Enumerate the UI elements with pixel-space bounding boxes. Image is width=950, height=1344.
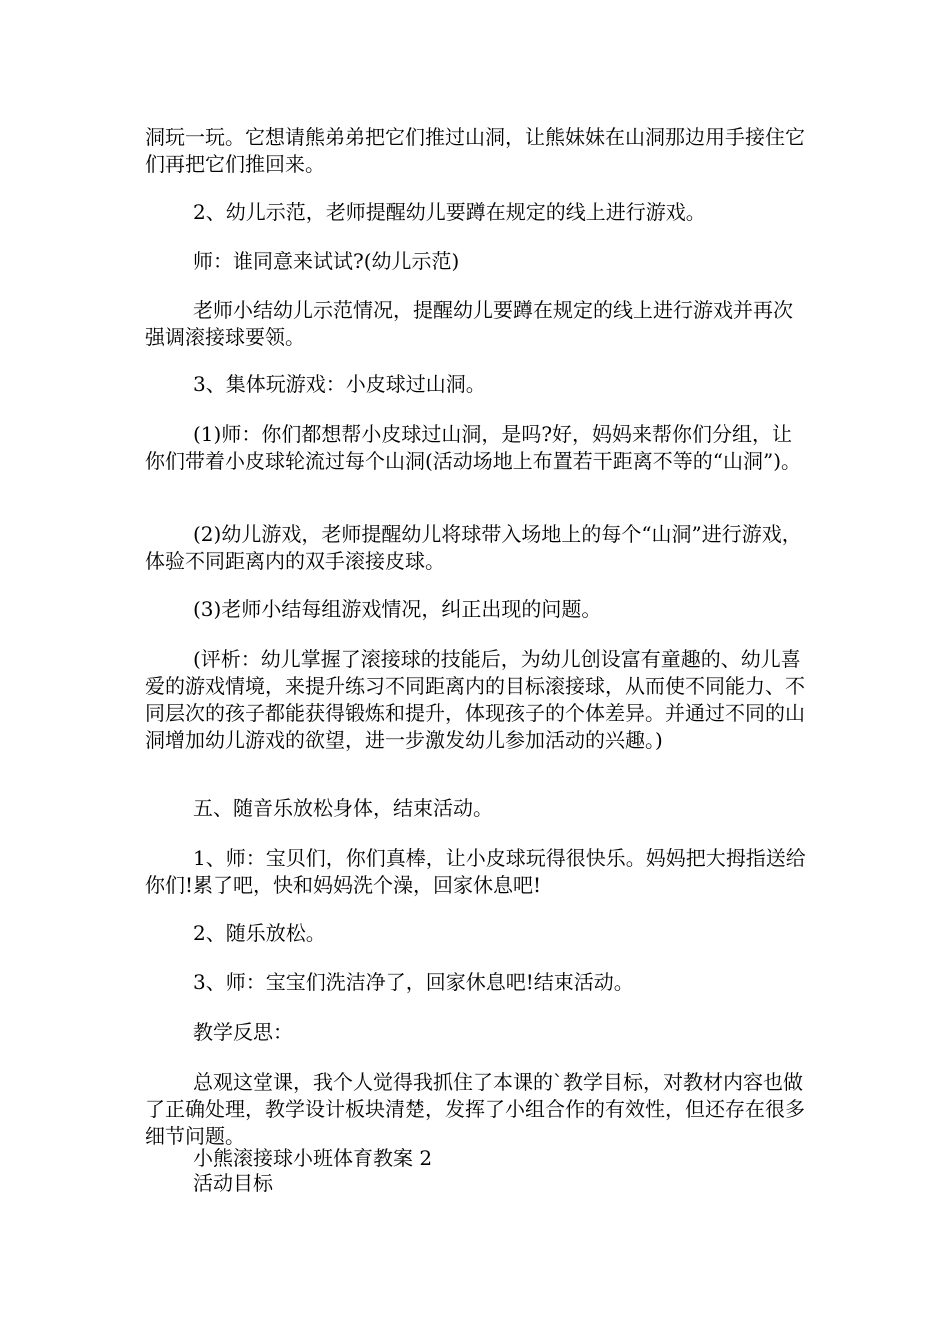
paragraph-text: (2)幼儿游戏，老师提醒幼儿将球带入场地上的每个“山洞”进行游戏，体验不同距离内的双手滚接皮球。 <box>145 522 802 573</box>
paragraph-step-3 <box>145 371 810 398</box>
paragraph-five-step-2 <box>145 920 810 947</box>
paragraph-five-step-3 <box>145 969 810 996</box>
section-subtitle: 活动目标 <box>193 1171 273 1195</box>
paragraph-text: 3、师：宝宝们洗洁净了，回家休息吧!结束活动。 <box>193 970 634 994</box>
paragraph-text: 五、随音乐放松身体，结束活动。 <box>193 796 493 820</box>
paragraph-text: 3、集体玩游戏：小皮球过山洞。 <box>193 372 486 396</box>
paragraph-teacher-question <box>145 248 810 275</box>
paragraph-substep-2 <box>145 521 810 575</box>
paragraph-continuation <box>145 124 810 178</box>
paragraph-text: 师：谁同意来试试?(幼儿示范) <box>193 249 460 273</box>
paragraph-reflection-body <box>145 1069 810 1150</box>
paragraph-text: 1、师：宝贝们，你们真棒，让小皮球玩得很快乐。妈妈把大拇指送给你们!累了吧，快和妈妈洗个澡，回家休息吧! <box>145 846 806 897</box>
paragraph-step-2 <box>145 199 810 226</box>
paragraph-text: 总观这堂课，我个人觉得我抓住了本课的`教学目标，对教材内容也做了正确处理，教学设计板块清楚，发挥了小组合作的有效性，但还存在很多细节问题。 <box>145 1070 805 1148</box>
paragraph-text: 2、幼儿示范，老师提醒幼儿要蹲在规定的线上进行游戏。 <box>193 200 706 224</box>
paragraph-substep-1 <box>145 421 810 475</box>
paragraph-section-five <box>145 795 810 822</box>
section-title: 小熊滚接球小班体育教案 2 <box>193 1146 433 1170</box>
paragraph-text: (3)老师小结每组游戏情况，纠正出现的问题。 <box>193 597 602 621</box>
paragraph-text: 洞玩一玩。它想请熊弟弟把它们推过山洞，让熊妹妹在山洞那边用手接住它们再把它们推回来。 <box>145 125 805 176</box>
paragraph-text: 老师小结幼儿示范情况，提醒幼儿要蹲在规定的线上进行游戏并再次强调滚接球要领。 <box>145 298 793 349</box>
paragraph-text: (1)师：你们都想帮小皮球过山洞，是吗?好，妈妈来帮你们分组，让你们带着小皮球轮流过每个山洞(活动场地上布置若干距离不等的“山洞”)。 <box>145 422 802 473</box>
paragraph-teacher-summary <box>145 297 810 351</box>
paragraph-text: 教学反思： <box>193 1020 293 1044</box>
paragraph-reflection-heading <box>145 1019 810 1046</box>
paragraph-text: (评析：幼儿掌握了滚接球的技能后，为幼儿创设富有童趣的、幼儿喜爱的游戏情境，来提升练习不同距离内的目标滚接球，从而使不同能力、不同层次的孩子都能获得锻炼和提升，体现孩子的个体差异。并通过不同的山洞增加幼儿游戏的欲望，进一步激发幼儿参加活动的兴趣。) <box>145 647 805 752</box>
paragraph-commentary <box>145 646 810 754</box>
paragraph-five-step-1 <box>145 845 810 899</box>
paragraph-text: 2、随乐放松。 <box>193 921 326 945</box>
paragraph-substep-3 <box>145 596 810 623</box>
